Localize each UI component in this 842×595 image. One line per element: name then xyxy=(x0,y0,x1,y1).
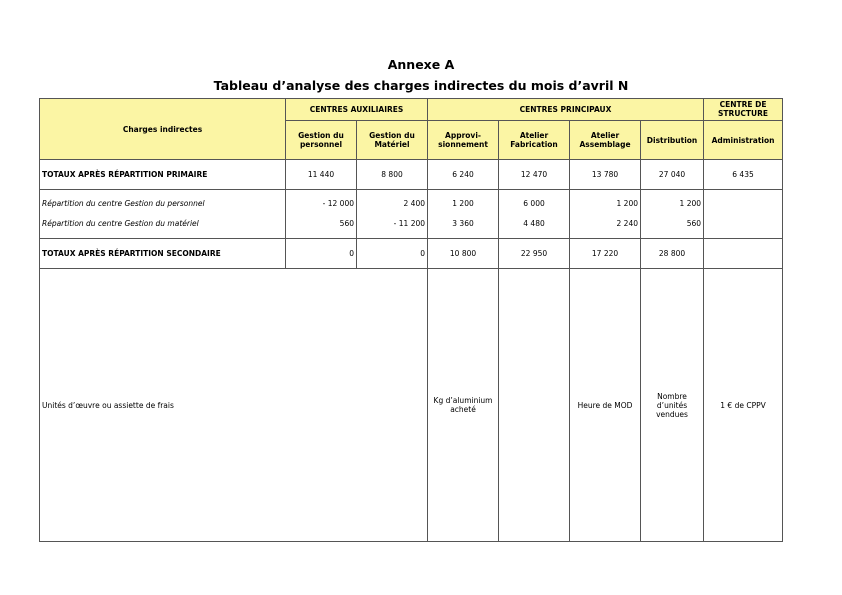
repartition-gestion-materiel xyxy=(357,190,428,239)
repartition-labels xyxy=(40,190,286,239)
header-atelier-fabrication: Atelier Fabrication xyxy=(499,121,570,160)
unite-atelier-assemblage: Heure de MOD xyxy=(570,269,641,542)
table-cell: 2 240 xyxy=(616,219,639,228)
header-centres-principaux: CENTRES PRINCIPAUX xyxy=(428,99,704,121)
primaire-approvisionnement: 6 240 xyxy=(428,160,499,190)
unite-approvisionnement: Kg d’aluminium acheté xyxy=(428,269,499,542)
unites-label: Unités d’œuvre ou assiette de frais xyxy=(40,269,428,542)
table-cell xyxy=(706,194,780,214)
primaire-atelier-assemblage: 13 780 xyxy=(570,160,641,190)
unite-distribution: Nombre d’unités vendues xyxy=(641,269,704,542)
unite-atelier-fabrication xyxy=(499,269,570,542)
document-subtitle: Tableau d’analyse des charges indirectes du mois d’avril N xyxy=(213,78,629,93)
header-atelier-assemblage: Atelier Assemblage xyxy=(570,121,641,160)
table-cell: - 12 000 xyxy=(322,199,354,208)
table-cell: 6 000 xyxy=(523,199,545,208)
secondaire-atelier-fabrication: 22 950 xyxy=(499,239,570,269)
table-cell: 2 400 xyxy=(403,199,426,208)
header-gestion-materiel: Gestion du Matériel xyxy=(357,121,428,160)
repartition-approvisionnement xyxy=(428,190,499,239)
secondaire-gestion-materiel: 0 xyxy=(357,239,428,269)
secondaire-approvisionnement: 10 800 xyxy=(428,239,499,269)
repartition-atelier-assemblage xyxy=(570,190,641,239)
header-approvisionnement: Approvi-sionnement xyxy=(428,121,499,160)
primaire-distribution: 27 040 xyxy=(641,160,704,190)
row-secondaire-label: TOTAUX APRÈS RÉPARTITION SECONDAIRE xyxy=(40,239,286,269)
repartition-distribution xyxy=(641,190,704,239)
secondaire-distribution: 28 800 xyxy=(641,239,704,269)
repartition-atelier-fabrication xyxy=(499,190,570,239)
repartition-label-personnel: Répartition du centre Gestion du personnel xyxy=(42,199,205,208)
document-title: Annexe A xyxy=(387,57,455,72)
charges-table xyxy=(39,98,783,542)
header-administration: Administration xyxy=(704,121,783,160)
table-cell: 4 480 xyxy=(523,219,545,228)
table-cell: 1 200 xyxy=(452,199,474,208)
header-gestion-personnel: Gestion du personnel xyxy=(286,121,357,160)
repartition-administration xyxy=(704,190,783,239)
table-cell: - 11 200 xyxy=(393,219,426,228)
repartition-label-materiel: Répartition du centre Gestion du matériel xyxy=(42,219,199,228)
table-cell: 1 200 xyxy=(616,199,639,208)
header-charges-indirectes: Charges indirectes xyxy=(40,99,286,160)
secondaire-atelier-assemblage: 17 220 xyxy=(570,239,641,269)
secondaire-administration xyxy=(704,239,783,269)
secondaire-gestion-personnel: 0 xyxy=(286,239,357,269)
header-distribution: Distribution xyxy=(641,121,704,160)
table-cell: 560 xyxy=(686,219,702,228)
header-centre-structure: CENTRE DE STRUCTURE xyxy=(704,99,783,121)
primaire-atelier-fabrication: 12 470 xyxy=(499,160,570,190)
repartition-gestion-personnel xyxy=(286,190,357,239)
primaire-administration: 6 435 xyxy=(704,160,783,190)
table-cell: 3 360 xyxy=(452,219,474,228)
table-cell xyxy=(706,214,780,234)
primaire-gestion-materiel: 8 800 xyxy=(357,160,428,190)
unite-administration: 1 € de CPPV xyxy=(704,269,783,542)
row-primaire-label: TOTAUX APRÈS RÉPARTITION PRIMAIRE xyxy=(40,160,286,190)
table-cell: 1 200 xyxy=(679,199,702,208)
table-cell: 560 xyxy=(339,219,354,228)
primaire-gestion-personnel: 11 440 xyxy=(286,160,357,190)
header-centres-auxiliaires: CENTRES AUXILIAIRES xyxy=(286,99,428,121)
